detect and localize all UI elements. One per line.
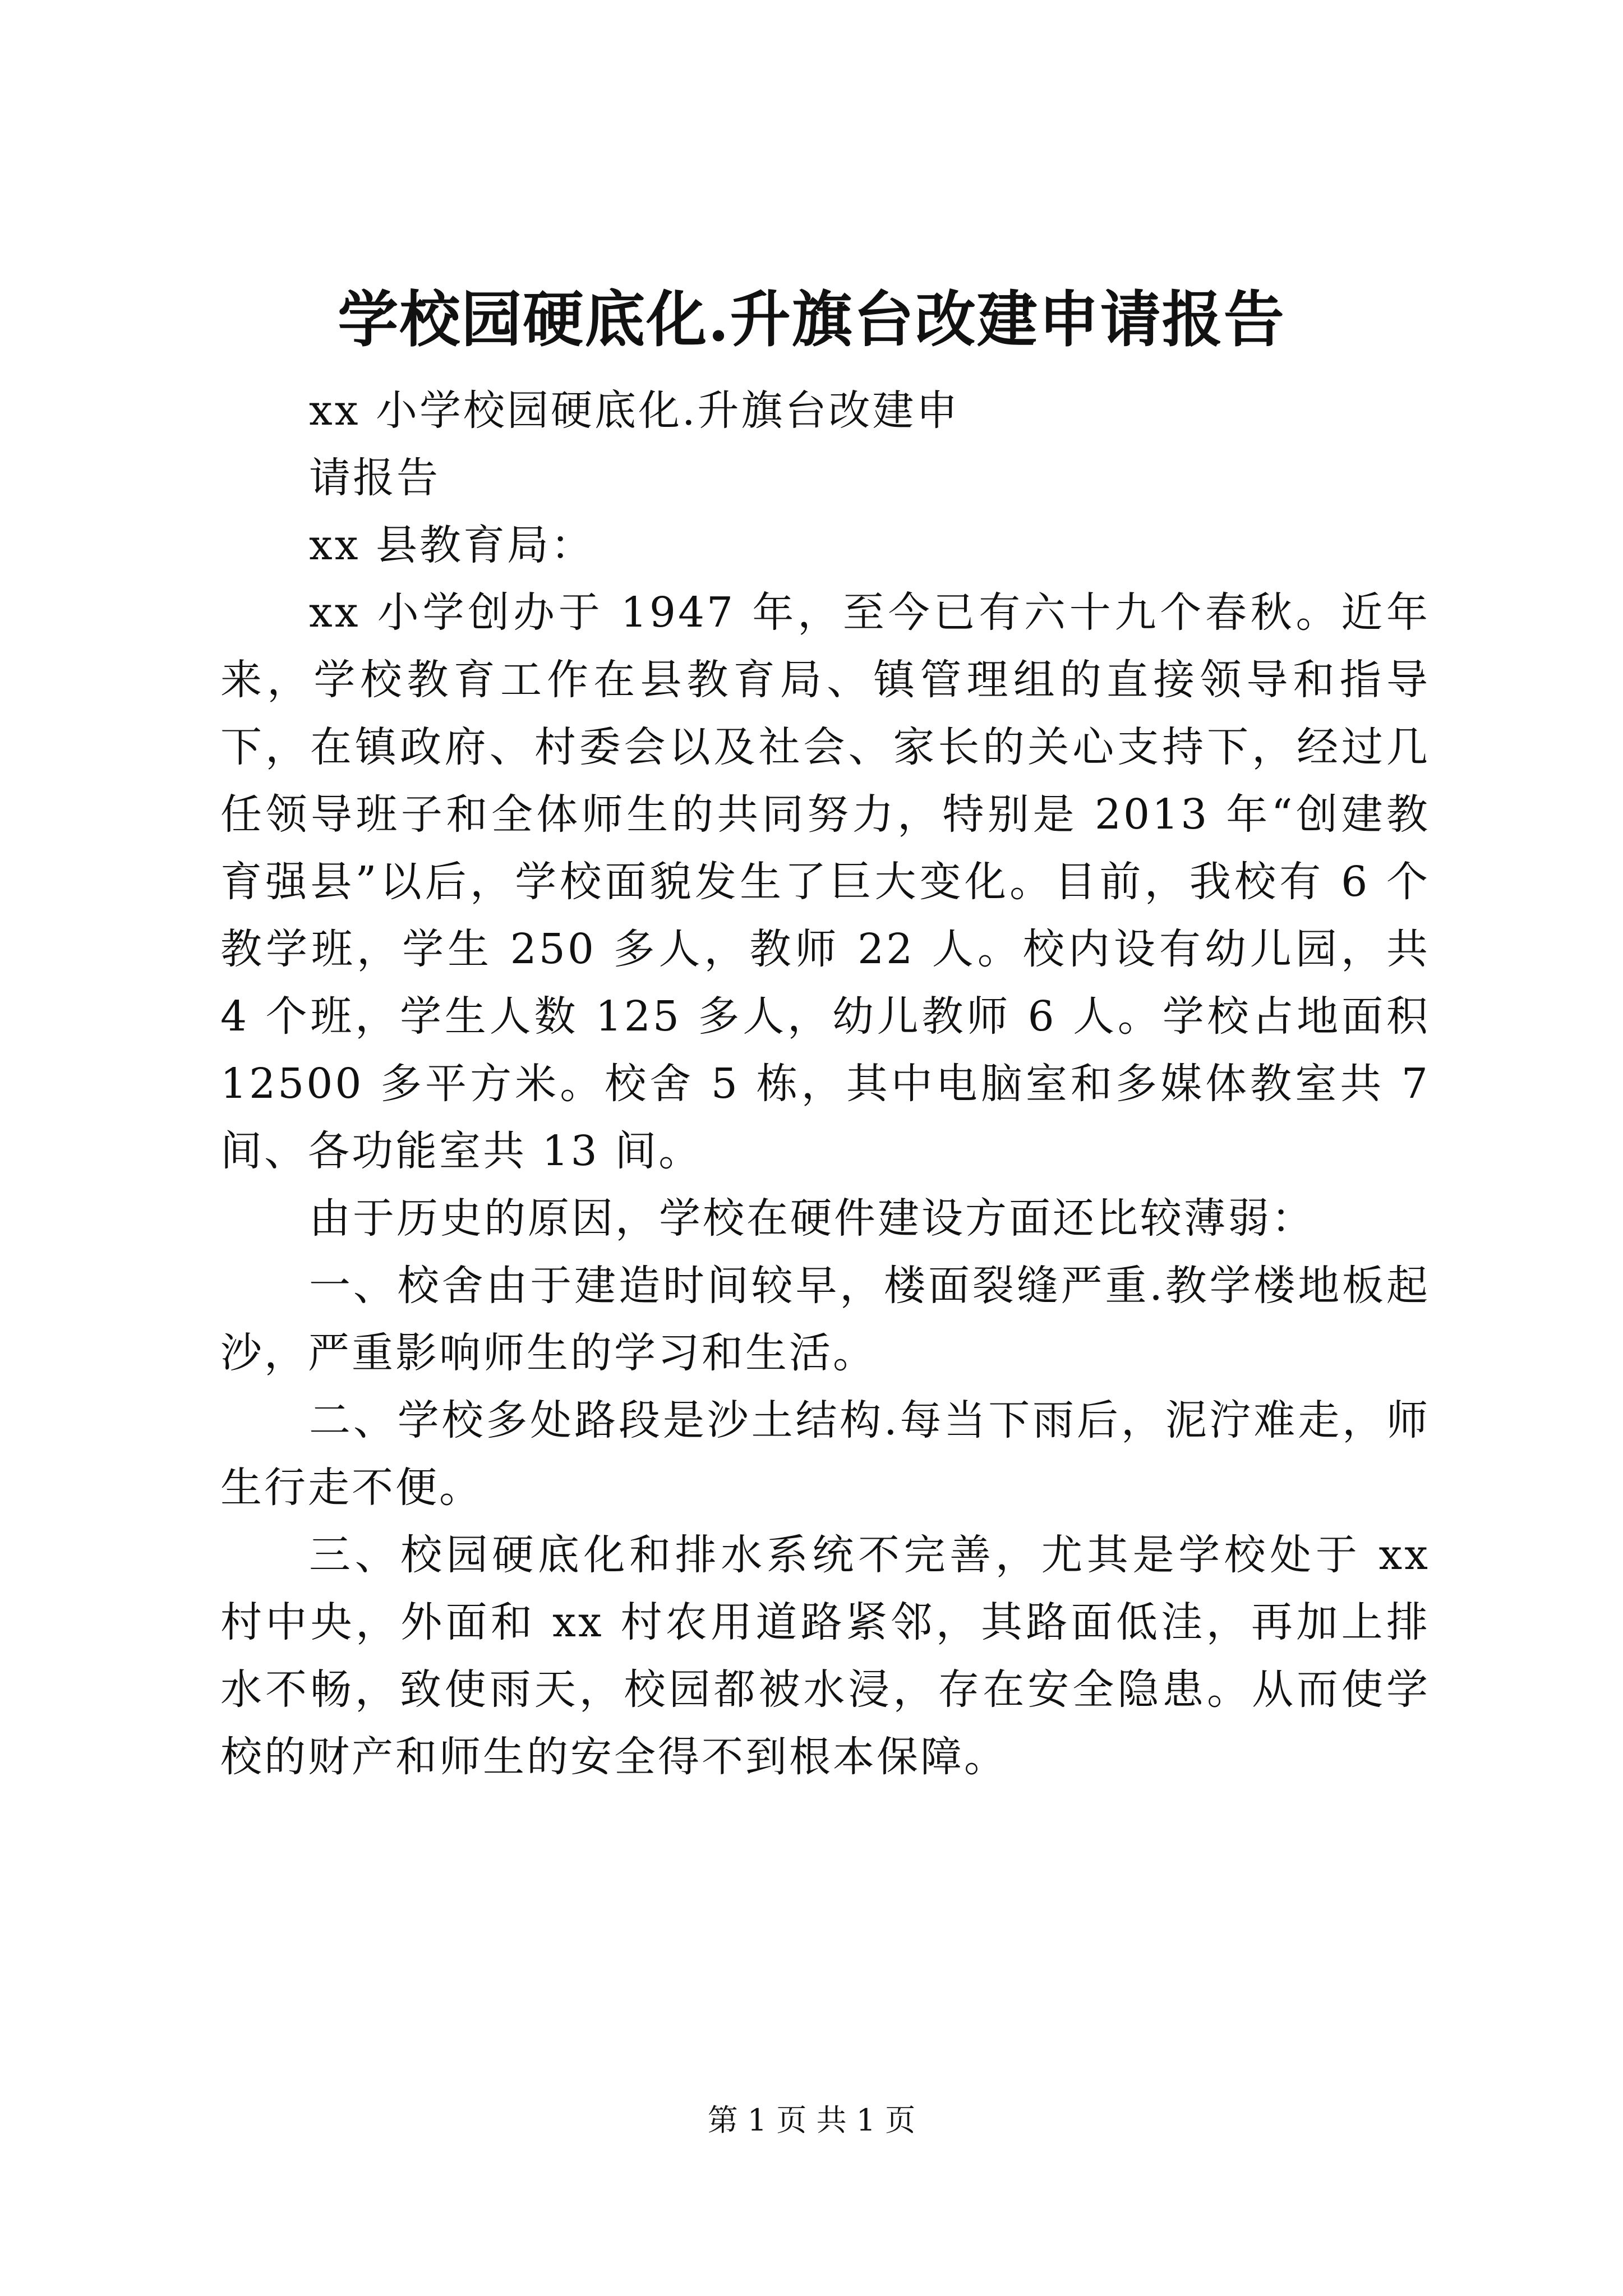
- page-number: 第 1 页 共 1 页: [707, 2102, 916, 2138]
- document-title: 学校园硬底化.升旗台改建申请报告: [338, 284, 1285, 355]
- paragraph-problem-2: 二、学校多处路段是沙土结构.每当下雨后，泥泞难走，师生行走不便。: [220, 1396, 1430, 1512]
- paragraph-problem-3: 三、校园硬底化和排水系统不完善，尤其是学校处于 xx 村中央，外面和 xx 村农用道路紧邻，其路面低洼，再加上排水不畅，致使雨天，校园都被水浸，存在安全隐患。从而使学校的财产和师生的安全得不到根本保障。: [220, 1531, 1430, 1781]
- paragraph-introduction: xx 小学创办于 1947 年，至今已有六十九个春秋。近年来，学校教育工作在县教育局、镇管理组的直接领导和指导下，在镇政府、村委会以及社会、家长的关心支持下，经过几任领导班子和全体师生的共同努力，特别是 2013 年“创建教育强县”以后，学校面貌发生了巨大变化。目前，我校有 6 个教学班，学生 250 多人，教师 22 人。校内设有幼儿园，共 4 个班，学生人数 125 多人，幼儿教师 6 人。学校占地面积 12500 多平方米。校舍 5 栋，其中电脑室和多媒体教室共 7 间、各功能室共 13 间。: [220, 588, 1430, 1175]
- document-body: [220, 377, 1430, 1791]
- heading-line-2: 请报告: [309, 454, 440, 502]
- salutation: xx 县教育局：: [309, 521, 594, 569]
- paragraph-problems-intro: 由于历史的原因，学校在硬件建设方面还比较薄弱：: [309, 1194, 1315, 1243]
- heading-line-1: xx 小学校园硬底化.升旗台改建申: [309, 386, 960, 435]
- paragraph-problem-1: 一、校舍由于建造时间较早，楼面裂缝严重.教学楼地板起沙，严重影响师生的学习和生活。: [220, 1262, 1430, 1377]
